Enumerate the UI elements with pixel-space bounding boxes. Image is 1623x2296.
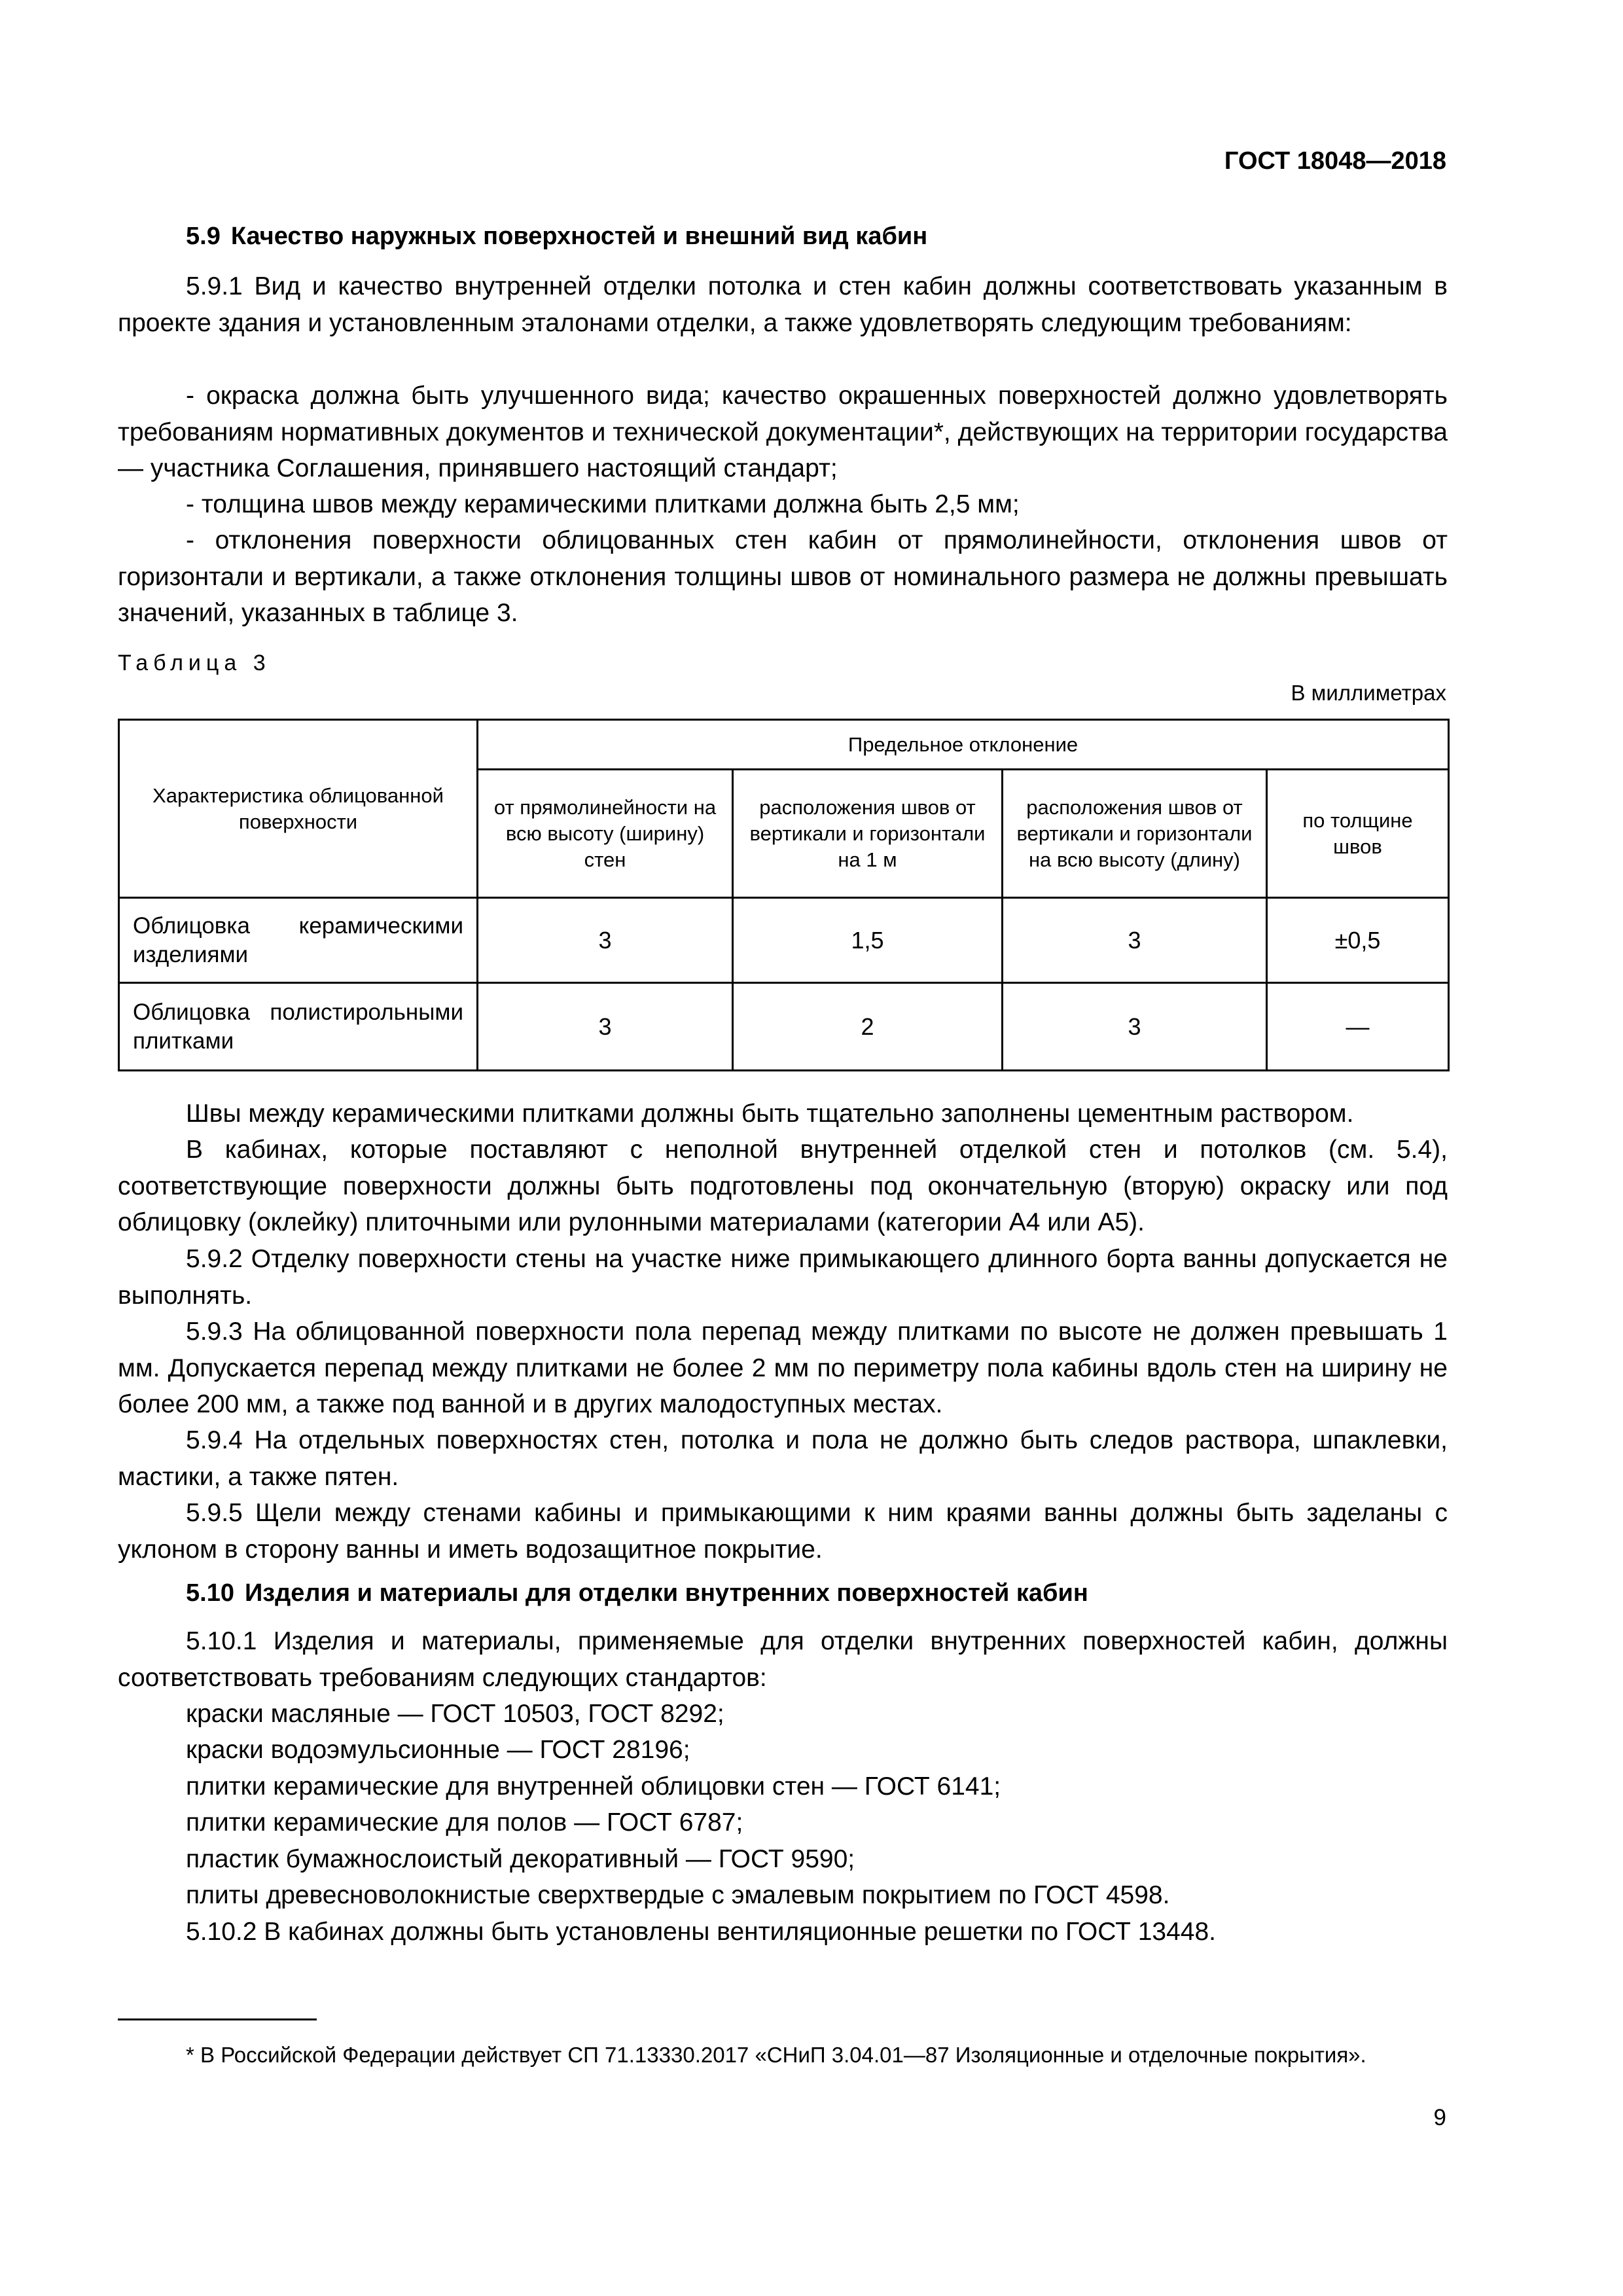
header-joints-full-height: расположения швов от вертикали и горизонтали на всю высоту (длину) xyxy=(1003,770,1267,898)
list-item-paint: - окраска должна быть улучшенного вида; качество окрашенных поверхностей должно удовлетворять требованиям нормативных документов и технической документации*, действующих на территории государства — участника Соглашения, принявшего настоящий стандарт; xyxy=(118,382,1448,482)
document-id: ГОСТ 18048—2018 xyxy=(1224,147,1446,175)
section-number: 5.9 xyxy=(186,223,221,250)
paragraph-5-9-1: 5.9.1 Вид и качество внутренней отделки потолка и стен кабин должны соответствовать указанным в проекте здания и установленным эталонами отделки, а также удовлетворять следующим требованиям: xyxy=(118,272,1448,337)
section-heading-5-9 xyxy=(186,223,927,251)
standard-item: краски масляные — ГОСТ 10503, ГОСТ 8292; xyxy=(186,1700,724,1728)
row-label: Облицовка керамическими изделиями xyxy=(119,898,478,983)
paragraph-5-10-1: 5.10.1 Изделия и материалы, применяемые для отделки внутренних поверхностей кабин, должны соответствовать требованиям следующих стандартов: xyxy=(118,1627,1448,1692)
table-cell: 2 xyxy=(733,983,1003,1071)
table-cell: 3 xyxy=(478,983,733,1071)
header-straightness: от прямолинейности на всю высоту (ширину) стен xyxy=(478,770,733,898)
standard-item: плиты древесноволокнистые сверхтвердые с эмалевым покрытием по ГОСТ 4598. xyxy=(186,1881,1170,1909)
section-title: Качество наружных поверхностей и внешний вид кабин xyxy=(230,223,928,250)
header-limit-deviation: Предельное отклонение xyxy=(478,720,1449,770)
paragraph-5-10-2: 5.10.2 В кабинах должны быть установлены вентиляционные решетки по ГОСТ 13448. xyxy=(186,1918,1217,1946)
table-caption: Таблица 3 xyxy=(118,651,271,675)
table-row xyxy=(119,898,1449,983)
footnote-divider xyxy=(118,2018,317,2020)
row-label: Облицовка полистирольными плитками xyxy=(119,983,478,1071)
header-surface-characteristic: Характеристика облицованной поверхности xyxy=(119,720,478,898)
paragraph-5-9-3: 5.9.3 На облицованной поверхности пола перепад между плитками по высоте не должен превышать 1 мм. Допускается перепад между плитками не более 2 мм по периметру пола кабины вдоль стен на ширину не более 200 мм, а также под ванной и в других малодоступных местах. xyxy=(118,1318,1448,1418)
paragraph-joints-filled: Швы между керамическими плитками должны быть тщательно заполнены цементным раствором. xyxy=(186,1100,1354,1128)
section-heading-5-10 xyxy=(186,1579,1088,1607)
standard-item: краски водоэмульсионные — ГОСТ 28196; xyxy=(186,1736,690,1764)
table-cell: 3 xyxy=(1003,898,1267,983)
paragraph-5-9-5: 5.9.5 Щели между стенами кабины и примыкающими к ним краями ванны должны быть заделаны с уклоном в сторону ванны и иметь водозащитное покрытие. xyxy=(118,1499,1448,1564)
section-title: Изделия и материалы для отделки внутренних поверхностей кабин xyxy=(244,1579,1088,1607)
deviation-table xyxy=(118,719,1450,1071)
section-number: 5.10 xyxy=(186,1579,234,1607)
table-cell: ±0,5 xyxy=(1267,898,1449,983)
table-cell: 3 xyxy=(1003,983,1267,1071)
table-units: В миллиметрах xyxy=(1291,681,1446,705)
header-joints-per-meter: расположения швов от вертикали и горизонтали на 1 м xyxy=(733,770,1003,898)
paragraph-5-9-4: 5.9.4 На отдельных поверхностях стен, потолка и пола не должно быть следов раствора, шпаклевки, мастики, а также пятен. xyxy=(118,1426,1448,1491)
table-cell: — xyxy=(1267,983,1449,1071)
standard-item: плитки керамические для полов — ГОСТ 6787; xyxy=(186,1808,743,1837)
table-cell: 3 xyxy=(478,898,733,983)
table-cell: 1,5 xyxy=(733,898,1003,983)
footnote: * В Российской Федерации действует СП 71.13330.2017 «СНиП 3.04.01—87 Изоляционные и отделочные покрытия». xyxy=(186,2043,1366,2067)
standard-item: пластик бумажнослоистый декоративный — ГОСТ 9590; xyxy=(186,1845,855,1873)
paragraph-incomplete-finish: В кабинах, которые поставляют с неполной внутренней отделкой стен и потолков (см. 5.4), соответствующие поверхности должны быть подготовлены под окончательную (вторую) окраску или под облицовку (оклейку) плиточными или рулонными материалами (категории А4 или А5). xyxy=(118,1136,1448,1236)
table-header-row xyxy=(119,720,1449,770)
list-item-joint-thickness: - толщина швов между керамическими плитками должна быть 2,5 мм; xyxy=(186,490,1020,518)
header-joint-thickness: по толщине швов xyxy=(1267,770,1449,898)
paragraph-5-9-2: 5.9.2 Отделку поверхности стены на участке ниже примыкающего длинного борта ванны допускается не выполнять. xyxy=(118,1245,1448,1310)
standard-item: плитки керамические для внутренней облицовки стен — ГОСТ 6141; xyxy=(186,1772,1001,1801)
list-item-deviations: - отклонения поверхности облицованных стен кабин от прямолинейности, отклонения швов от горизонтали и вертикали, а также отклонения толщины швов от номинального размера не должны превышать значений, указанных в таблице 3. xyxy=(118,526,1448,627)
table-row xyxy=(119,983,1449,1071)
page-number: 9 xyxy=(1433,2105,1446,2130)
